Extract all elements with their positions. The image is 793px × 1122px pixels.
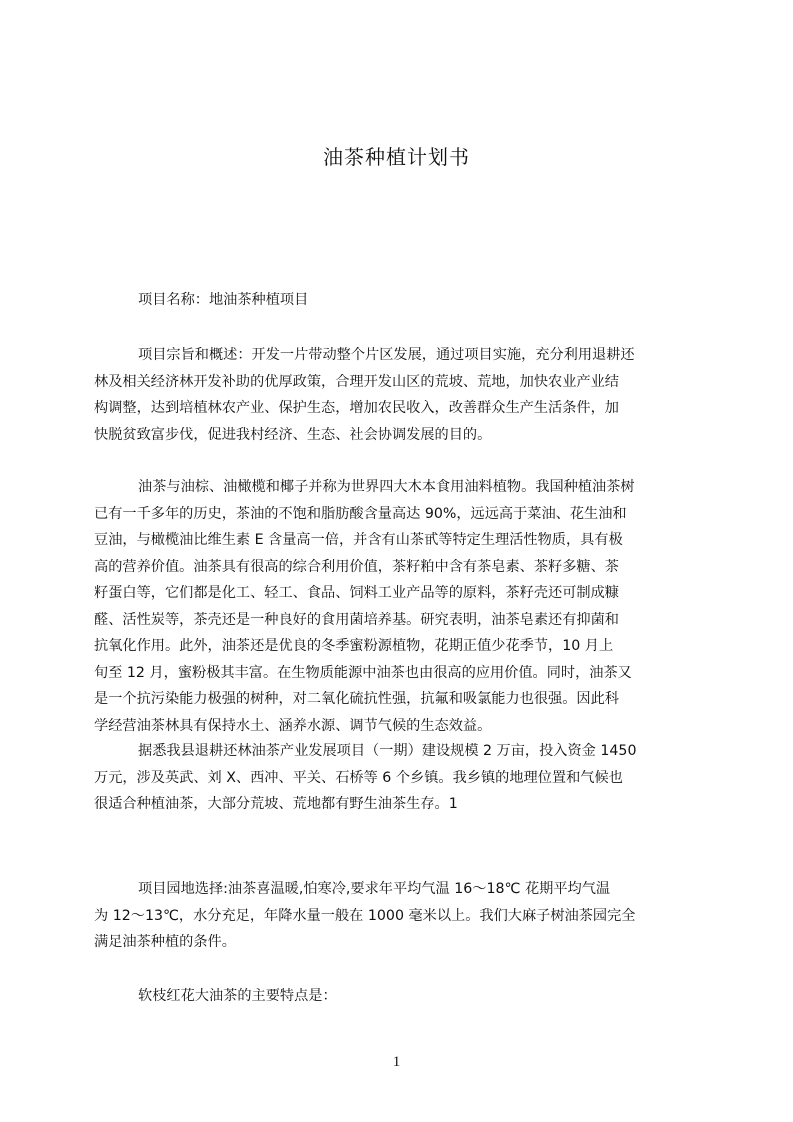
text-line: 抗氧化作用。此外，油茶还是优良的冬季蜜粉源植物，花期正值少花季节，10 月上 [94,638,614,654]
text-line: 满足油茶种植的条件。 [94,934,236,950]
text-line: 很适合种植油茶，大部分荒坡、荒地都有野生油茶生存。1 [94,796,458,812]
text-line: 醛、活性炭等，茶壳还是一种良好的食用菌培养基。研究表明，油茶皂素还有抑菌和 [94,611,619,628]
text-line: 籽蛋白等，它们都是化工、轻工、食品、饲料工业产品等的原料，茶籽壳还可制成糠 [94,585,619,601]
document-title: 油茶种植计划书 [323,145,470,169]
text-line: 是一个抗污染能力极强的树种，对二氧化硫抗性强，抗氟和吸氯能力也很强。因此科 [94,691,619,707]
text-line: 快脱贫致富步伐，促进我村经济、生态、社会协调发展的目的。 [94,426,492,443]
text-line: 旬至 12 月，蜜粉极其丰富。在生物质能源中油茶也由很高的应用价值。同时，油茶又 [94,664,632,681]
paragraph-project-purpose [94,342,704,448]
text-line: 林及相关经济林开发补助的优厚政策，合理开发山区的荒坡、荒地，加快农业产业结 [94,373,619,390]
text-line: 豆油，与橄榄油比维生素 E 含量高一倍，并含有山茶甙等特定生理活性物质，具有极 [94,532,623,548]
paragraph-variety-features [94,983,704,1010]
text-line: 为 12～13℃，水分充足，年降水量一般在 1000 毫米以上。我们大麻子树油茶园完全 [94,907,636,924]
text-line: 据悉我县退耕还林油茶产业发展项目（一期）建设规模 2 万亩，投入资金 1450 [138,743,637,759]
text-line: 项目宗旨和概述：开发一片带动整个片区发展，通过项目实施，充分利用退耕还 [138,347,635,363]
text-line: 万元，涉及英武、刘 X、西冲、平关、石桥等 6 个乡镇。我乡镇的地理位置和气候也 [94,769,623,786]
paragraph-oil-tea-intro [94,474,704,739]
text-line: 高的营养价值。油茶具有很高的综合利用价值，茶籽粕中含有茶皂素、茶籽多糖、茶 [94,558,619,575]
text-line: 构调整，达到培植林农产业、保护生态，增加农民收入，改善群众生产生活条件，加 [94,400,619,416]
text-line: 软枝红花大油茶的主要特点是： [138,988,337,1004]
text-line: 已有一千多年的历史，茶油的不饱和脂肪酸含量高达 90%，远远高于菜油、花生油和 [94,505,627,522]
text-line: 学经营油茶林具有保持水土、涵养水源、调节气候的生态效益。 [94,717,492,734]
text-line: 项目园地选择:油茶喜温暖,怕寒冷,要求年平均气温 16～18℃ 花期平均气温 [138,881,611,897]
page-number: 1 [392,1054,401,1070]
paragraph-county-project [94,738,704,818]
text-line: 项目名称：地油茶种植项目 [138,292,309,308]
paragraph-project-name [94,287,704,314]
paragraph-site-selection [94,876,704,956]
text-line: 油茶与油棕、油橄榄和椰子并称为世界四大木本食用油料植物。我国种植油茶树 [138,479,635,495]
